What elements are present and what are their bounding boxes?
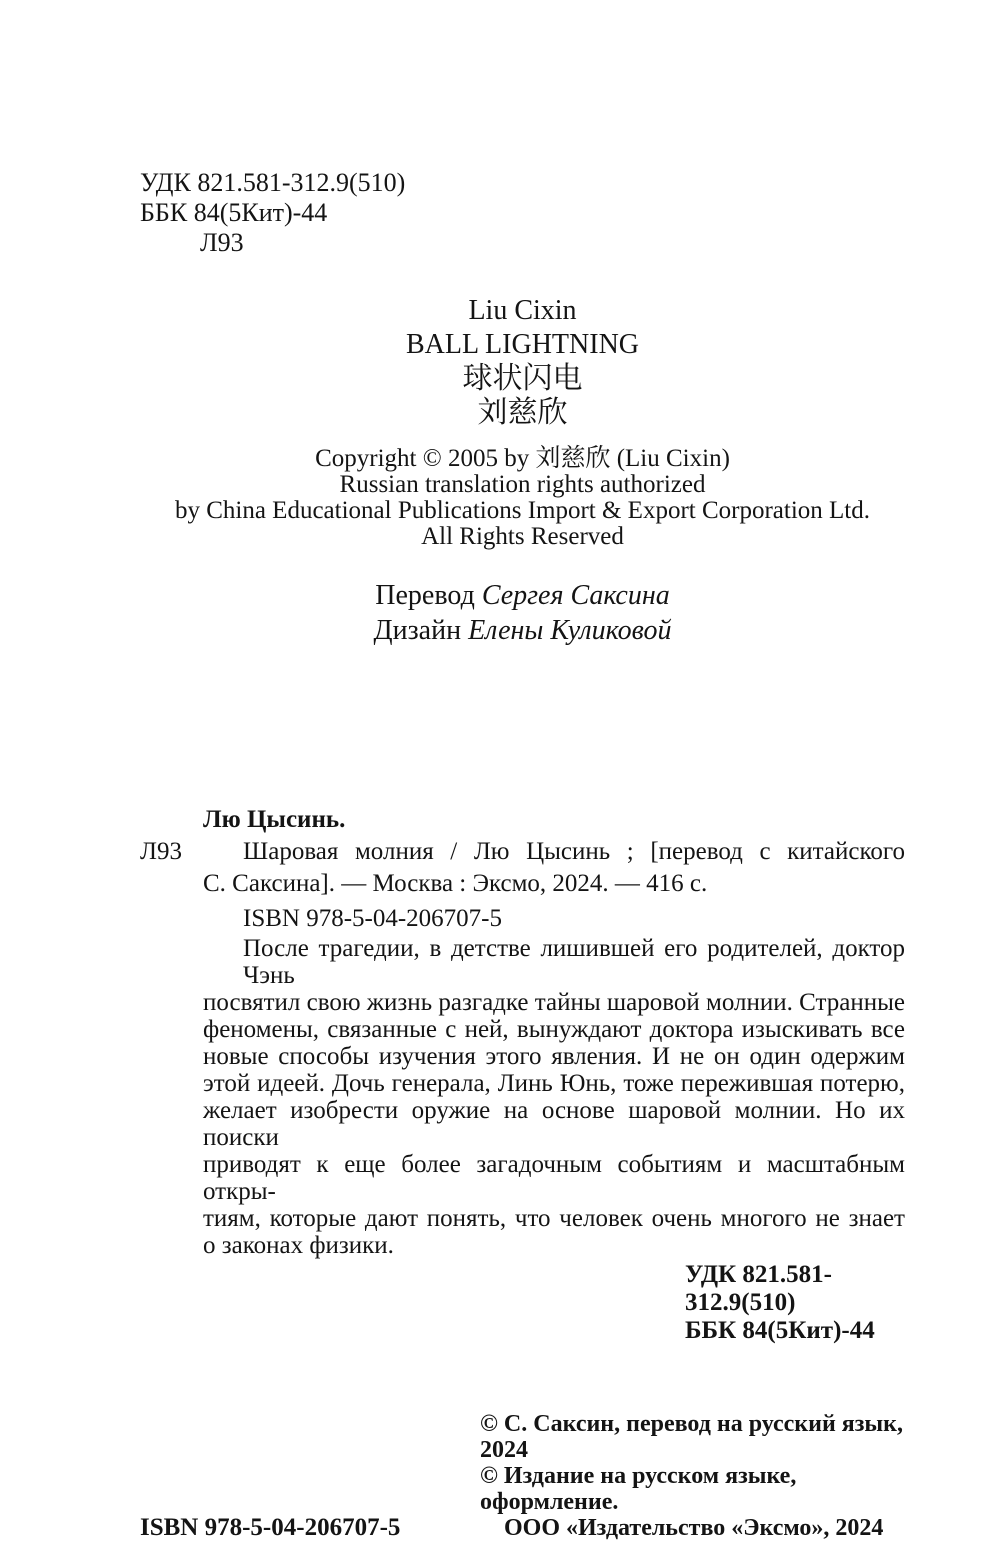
bibliographic-description (203, 836, 905, 900)
author-name-chinese: 刘慈欣 (477, 396, 568, 429)
design-credit (140, 613, 905, 648)
copyright-line: Copyright © 2005 by 刘慈欣 (Liu Cixin) (315, 445, 730, 472)
translator-name: Сергея Саксина (481, 580, 670, 611)
copyright-line: Russian translation rights authorized (339, 471, 706, 498)
isbn-catalog: ISBN 978-5-04-206707-5 (243, 905, 503, 932)
designer-name: Елены Куликовой (468, 615, 672, 646)
catalog-card (140, 804, 905, 1345)
translation-credit (140, 578, 905, 613)
annotation-line: приводят к еще более загадочным событиям и масштабным откры- (203, 1151, 905, 1205)
translation-label: Перевод (375, 580, 482, 611)
russian-copyright-block (480, 1411, 905, 1541)
annotation-line: тиям, которые дают понять, что человек очень многого не знает (203, 1205, 905, 1232)
copyright-notice: © Издание на русском языке, оформление. (480, 1463, 797, 1515)
isbn-bottom: ISBN 978-5-04-206707-5 (140, 1514, 401, 1541)
classification-codes-top (140, 168, 905, 258)
original-copyright-block (140, 446, 905, 550)
publisher-name: ООО «Издательство «Эксмо», 2024 (504, 1515, 884, 1541)
annotation-line: посвятил свою жизнь разгадке тайны шаровой молнии. Странные (203, 989, 905, 1016)
bbk-code: ББК 84(5Кит)-44 (140, 198, 328, 227)
catalog-author: Лю Цысинь. (203, 806, 346, 833)
annotation-line: этой идеей. Дочь генерала, Линь Юнь, тоже пережившая потерю, (203, 1070, 905, 1097)
author-name-latin: Liu Cixin (468, 295, 577, 326)
copyright-line: by China Educational Publications Import & Export Corporation Ltd. (174, 497, 871, 524)
author-sign-code: Л93 (140, 838, 182, 865)
annotation-line: После трагедии, в детстве лишившей его родителей, доктор Чэнь (243, 935, 905, 989)
udc-code: УДК 821.581-312.9(510) (685, 1261, 832, 1316)
catalog-entry (140, 836, 905, 900)
book-title-chinese: 球状闪电 (462, 362, 583, 395)
author-sign-code: Л93 (200, 228, 244, 257)
annotation-line: желает изобрести оружие на основе шаровой молнии. Но их поиски (203, 1097, 905, 1151)
book-title-latin: BALL LIGHTNING (405, 329, 640, 360)
bib-line: Шаровая молния / Лю Цысинь ; [перевод с китайского (243, 838, 905, 865)
page-content (140, 0, 905, 1541)
bib-line: С. Саксина]. — Москва : Эксмо, 2024. — 416 с. (203, 870, 708, 897)
annotation-line: феномены, связанные с ней, вынуждают доктора изыскивать все (203, 1016, 905, 1043)
copyright-line: All Rights Reserved (421, 523, 624, 550)
copyright-notice: © С. Саксин, перевод на русский язык, 2024 (480, 1411, 903, 1463)
annotation-line: о законах физики. (203, 1232, 394, 1259)
classification-codes-bottom (685, 1261, 905, 1345)
original-title-block (140, 294, 905, 430)
annotation (203, 935, 905, 1259)
bbk-code: ББК 84(5Кит)-44 (685, 1317, 875, 1344)
credits-block (140, 578, 905, 648)
udc-code: УДК 821.581-312.9(510) (140, 168, 406, 197)
annotation-line: новые способы изучения этого явления. И не он один одержим (203, 1043, 905, 1070)
design-label: Дизайн (373, 615, 469, 646)
imprint-bottom (140, 1411, 905, 1541)
